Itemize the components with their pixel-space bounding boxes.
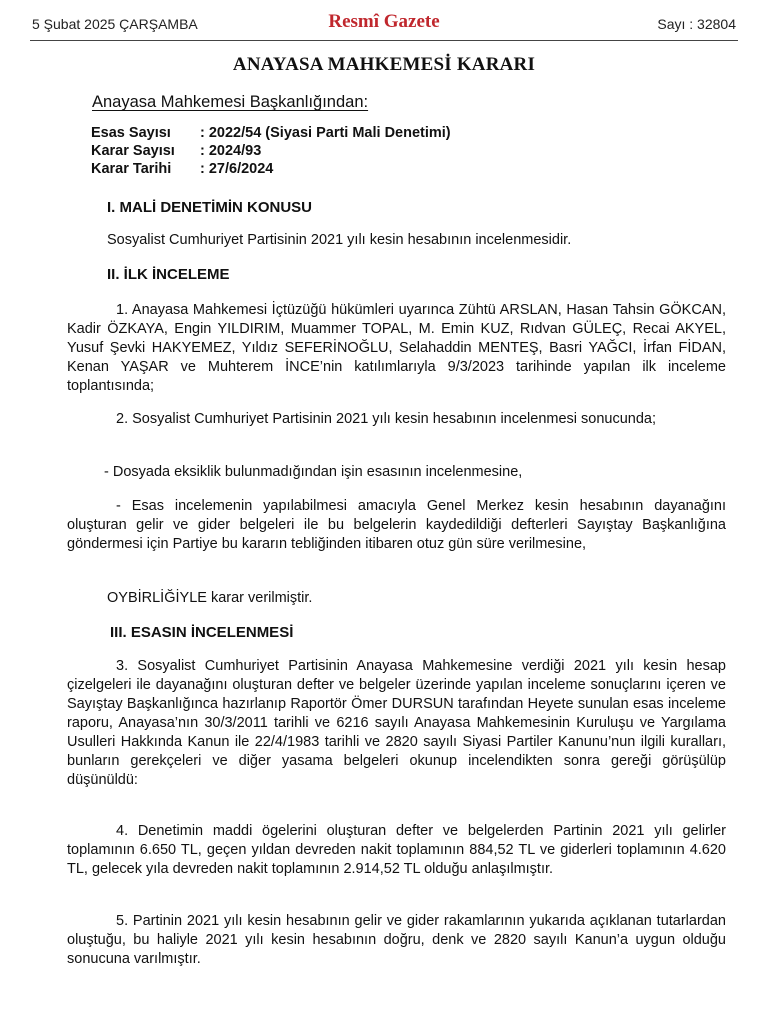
case-metadata xyxy=(91,124,451,178)
paragraph-4: 4. Denetimin maddi ögelerini oluşturan defter ve belgelerden Partinin 2021 yılı gelirler toplamının 6.650 TL, geçen yıldan devreden nakit toplamının 884,52 TL ve giderleri toplamının 4.620 TL, gelecek yıla devreden nakit toplamının 2.914,52 TL olduğu anlaşılmıştır. xyxy=(67,823,726,877)
issue-date: 5 Şubat 2025 ÇARŞAMBA xyxy=(32,16,198,32)
gazette-header xyxy=(0,0,768,42)
section-1-text: Sosyalist Cumhuriyet Partisinin 2021 yılı kesin hesabının incelenmesidir. xyxy=(107,232,572,248)
decision-item-2: - Esas incelemenin yapılabilmesi amacıyla Genel Merkez kesin hesabının dayanağını oluşturan gelir ve gider belgeleri ile bu belgelerin kaydedildiği defterleri Sayıştay Başkanlığına göndermesi için Partiye bu kararın tebliğinden itibaren otuz gün süre verilmesine, xyxy=(67,498,726,552)
gazette-title: Resmî Gazete xyxy=(328,11,440,32)
issue-number: Sayı : 32804 xyxy=(657,16,736,32)
karar-value: : 2024/93 xyxy=(200,143,262,159)
esas-label: Esas Sayısı xyxy=(91,125,171,141)
issuing-authority: Anayasa Mahkemesi Başkanlığından: xyxy=(92,93,369,111)
paragraph-5: 5. Partinin 2021 yılı kesin hesabının gelir ve gider rakamlarının yukarıda açıklanan tutarlardan oluştuğu, bu haliyle 2021 yılı kesin hesabının doğru, denk ve 2820 sayılı Kanun’a uygun olduğu sonucuna varılmıştır. xyxy=(67,913,726,967)
decision-item-1: - Dosyada eksiklik bulunmadığından işin esasının incelenmesine, xyxy=(104,464,523,480)
section-heading-1: I. MALİ DENETİMİN KONUSU xyxy=(107,199,312,216)
karar-row xyxy=(91,142,451,160)
paragraph-2: 2. Sosyalist Cumhuriyet Partisinin 2021 yılı kesin hesabının incelenmesi sonucunda; xyxy=(116,411,657,427)
tarih-row xyxy=(91,160,451,178)
document-title: ANAYASA MAHKEMESİ KARARI xyxy=(232,54,536,75)
paragraph-3: 3. Sosyalist Cumhuriyet Partisinin Anayasa Mahkemesine verdiği 2021 yılı kesin hesap çizelgeleri ile dayanağını oluşturan defter ve belgeler üzerinde yapılan inceleme sonuçlarını içeren ve Sayıştay Başkanlığınca hazırlanıp Raportör Ömer DURSUN tarafından Heyete sunulan esas inceleme raporu, Anayasa’nın 30/3/2011 tarihli ve 6216 sayılı Anayasa Mahkemesinin Kuruluşu ve Yargılama Usulleri Hakkında Kanun ile 22/4/1983 tarihli ve 2820 sayılı Siyasi Partiler Kanunu’nun ilgili kuralları, bunların gerekçeleri ve diğer yasama belgeleri okunup incelendikten sonra gereği görüşülüp düşünüldü: xyxy=(67,658,726,788)
section-heading-2: II. İLK İNCELEME xyxy=(107,266,230,283)
section-heading-3: III. ESASIN İNCELENMESİ xyxy=(110,624,294,641)
esas-value: : 2022/54 (Siyasi Parti Mali Denetimi) xyxy=(200,125,451,141)
tarih-label: Karar Tarihi xyxy=(91,161,172,177)
paragraph-1: 1. Anayasa Mahkemesi İçtüzüğü hükümleri uyarınca Zühtü ARSLAN, Hasan Tahsin GÖKCAN, Kadir ÖZKAYA, Engin YILDIRIM, Muammer TOPAL, M. Emin KUZ, Rıdvan GÜLEÇ, Recai AKYEL, Yusuf Şevki HAKYEMEZ, Yıldız SEFERİNOĞLU, Selahaddin MENTEŞ, Basri YAĞCI, İrfan FİDAN, Kenan YAŞAR ve Muhterem İNCE’nin katılımlarıyla 9/3/2023 tarihinde yapılan ilk inceleme toplantısında; xyxy=(67,302,726,394)
header-divider xyxy=(30,40,738,41)
unanimous-decision: OYBİRLİĞİYLE karar verilmiştir. xyxy=(107,590,313,606)
tarih-value: : 27/6/2024 xyxy=(200,161,274,177)
karar-label: Karar Sayısı xyxy=(91,143,175,159)
esas-row xyxy=(91,124,451,142)
